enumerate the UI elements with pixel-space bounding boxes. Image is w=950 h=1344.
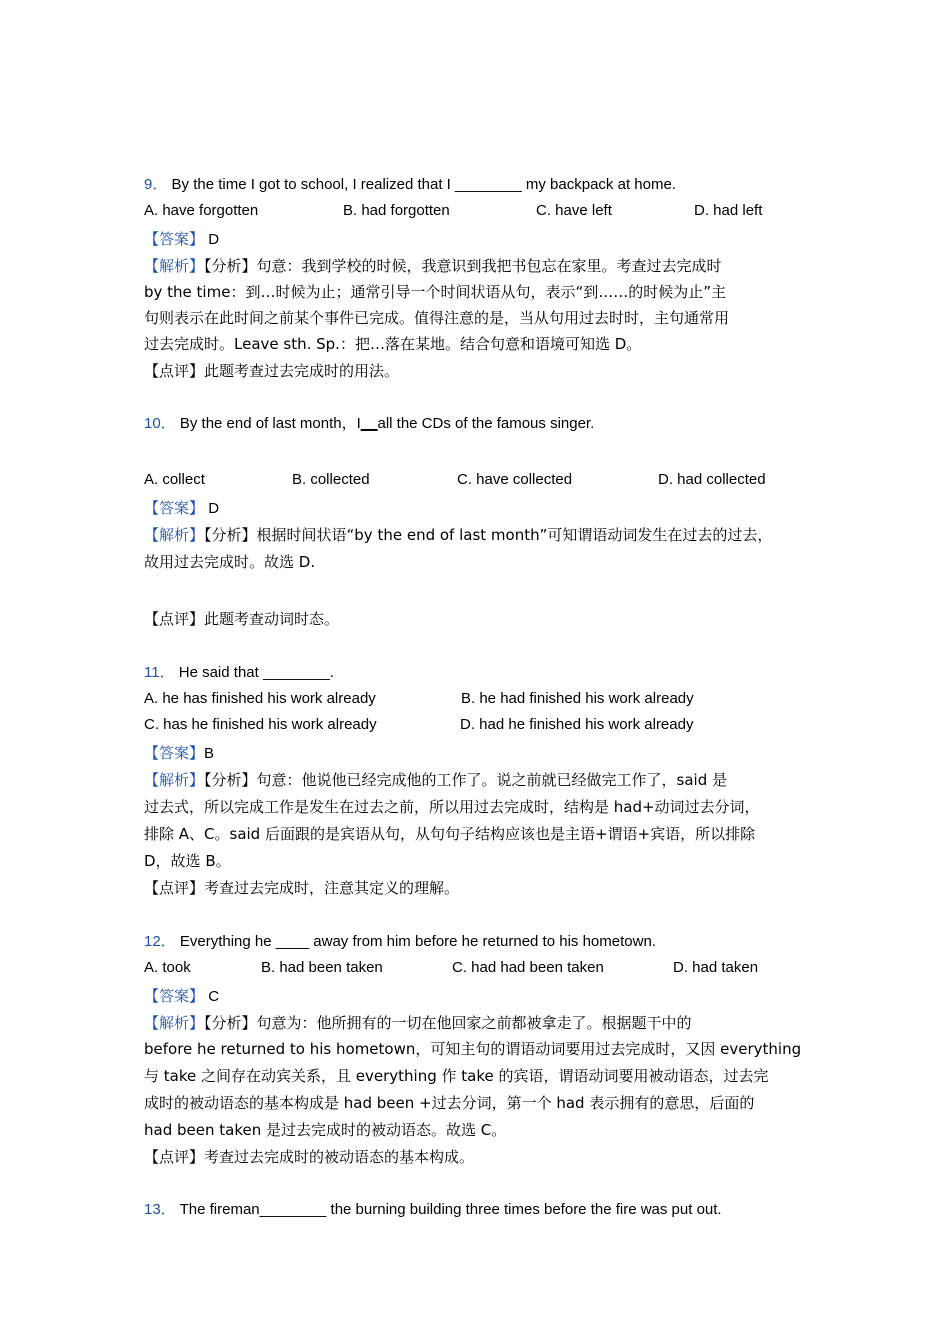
analysis-text: 【分析】句意：他说他已经完成他的工作了。说之前就已经做完工作了，said 是 <box>204 771 727 789</box>
option-d: D. had taken <box>673 959 759 976</box>
option-a: A. took <box>144 959 191 976</box>
answer-value: D <box>208 231 220 248</box>
option-d: D. had he finished his work already <box>460 716 694 733</box>
answer-tag: 【答案】 <box>144 230 205 248</box>
question-text: all the CDs of the famous singer. <box>377 415 595 432</box>
option-c: C. have collected <box>457 471 573 488</box>
answer-value: C <box>208 988 220 1005</box>
question-number: 12． <box>144 933 176 950</box>
analysis-text: D，故选 B。 <box>144 852 231 870</box>
question-13-stem <box>144 1200 722 1220</box>
analysis-line <box>144 256 722 276</box>
question-number: 10． <box>144 415 176 432</box>
question-11-stem <box>144 663 334 683</box>
question-text: By the time I got to school, I realized that I ________ my backpack at home. <box>171 176 676 193</box>
analysis-text: 【分析】句意：我到学校的时候，我意识到我把书包忘在家里。考查过去完成时 <box>204 257 722 275</box>
answer-tag: 【答案】 <box>144 499 205 517</box>
analysis-text: 【分析】句意为：他所拥有的一切在他回家之前都被拿走了。根据题干中的 <box>204 1014 692 1032</box>
analysis-text: 【分析】根据时间状语“by the end of last month”可知谓语动词发生在过去的过去， <box>204 526 773 544</box>
analysis-tag: 【解析】 <box>144 1014 205 1032</box>
question-10-stem <box>144 414 594 434</box>
analysis-text: 过去完成时。Leave sth. Sp.：把…落在某地。结合句意和语境可知选 D。 <box>144 335 642 353</box>
option-b: B. had been taken <box>261 959 383 976</box>
analysis-text: by the time：到…时候为止；通常引导一个时间状语从句，表示“到……的时候为止”主 <box>144 283 726 301</box>
option-d: D. had left <box>694 202 763 219</box>
answer-value: B <box>204 745 215 762</box>
question-number: 9． <box>144 176 168 193</box>
analysis-text: 故用过去完成时。故选 D. <box>144 553 316 571</box>
answer-line <box>144 743 214 763</box>
option-a: A. collect <box>144 471 205 488</box>
answer-line <box>144 498 219 518</box>
answer-tag: 【答案】 <box>144 987 205 1005</box>
question-text: Everything he ____ away from him before he returned to his hometown. <box>179 933 656 950</box>
question-9-stem <box>144 175 676 195</box>
analysis-text: 过去式，所以完成工作是发生在过去之前，所以用过去完成时，结构是 had+动词过去分词， <box>144 798 760 816</box>
answer-value: D <box>208 500 220 517</box>
option-b: B. he had finished his work already <box>461 690 694 707</box>
option-a: A. he has finished his work already <box>144 690 376 707</box>
option-c: C. has he finished his work already <box>144 716 377 733</box>
question-number: 13． <box>144 1201 176 1218</box>
analysis-text: 与 take 之间存在动宾关系，且 everything 作 take 的宾语，谓语动词要用被动语态，过去完 <box>144 1067 769 1085</box>
analysis-text: 句则表示在此时间之前某个事件已完成。值得注意的是，当从句用过去时时，主句通常用 <box>144 309 730 327</box>
question-text: He said that ________. <box>178 664 334 681</box>
analysis-tag: 【解析】 <box>144 526 205 544</box>
analysis-tag: 【解析】 <box>144 771 205 789</box>
question-text: The fireman________ the burning building three times before the fire was put out. <box>179 1201 722 1218</box>
answer-blank: __ <box>360 415 378 432</box>
option-d: D. had collected <box>658 471 766 488</box>
question-number: 11． <box>144 664 175 681</box>
analysis-text: had been taken 是过去完成时的被动语态。故选 C。 <box>144 1121 507 1139</box>
analysis-text: 成时的被动语态的基本构成是 had been +过去分词，第一个 had 表示拥有的意思，后面的 <box>144 1094 755 1112</box>
analysis-text: before he returned to his hometown，可知主句的谓语动词要用过去完成时，又因 everything <box>144 1040 802 1058</box>
question-text: By the end of last month，I <box>179 415 361 432</box>
analysis-tag: 【解析】 <box>144 257 205 275</box>
answer-line <box>144 229 219 249</box>
comment-line: 【点评】考查过去完成时，注意其定义的理解。 <box>144 879 460 897</box>
comment-line: 【点评】考查过去完成时的被动语态的基本构成。 <box>144 1148 475 1166</box>
option-c: C. had had been taken <box>452 959 604 976</box>
option-c: C. have left <box>536 202 612 219</box>
option-b: B. collected <box>292 471 370 488</box>
question-12-stem <box>144 932 656 952</box>
option-b: B. had forgotten <box>343 202 450 219</box>
analysis-line <box>144 525 772 545</box>
answer-line <box>144 986 219 1006</box>
analysis-line <box>144 1013 692 1033</box>
comment-line: 【点评】此题考查过去完成时的用法。 <box>144 362 400 380</box>
option-a: A. have forgotten <box>144 202 259 219</box>
comment-line: 【点评】此题考查动词时态。 <box>144 610 340 628</box>
analysis-line <box>144 770 727 790</box>
answer-tag: 【答案】 <box>144 744 205 762</box>
analysis-text: 排除 A、C。said 后面跟的是宾语从句，从句句子结构应该也是主语+谓语+宾语，所以排除 <box>144 825 756 843</box>
